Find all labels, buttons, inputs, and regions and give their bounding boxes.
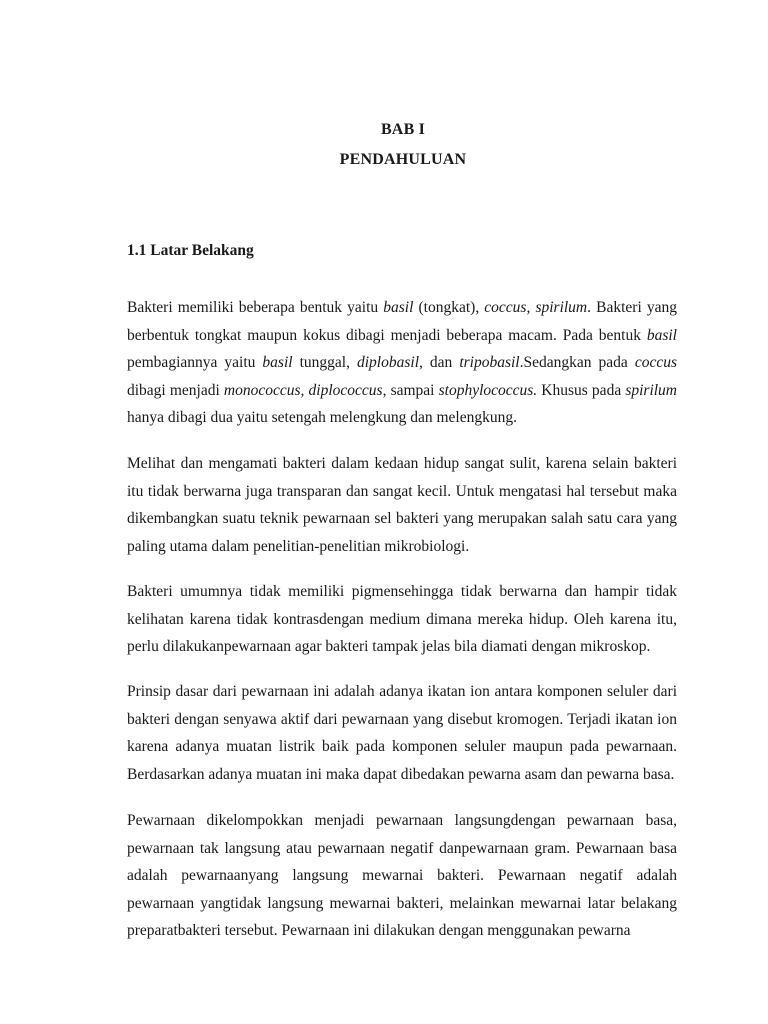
- italic-term: coccus: [634, 354, 677, 371]
- italic-term: monococcus, diplococcus: [223, 381, 383, 399]
- italic-term: coccus, spirilum: [484, 299, 588, 316]
- text-run: pembagiannya yaitu: [127, 354, 263, 371]
- text-run: Bakteri umumnya tidak memiliki pigmensehingga tidak berwarna dan hampir tidak kelihatan karena tidak kontrasdengan medium dimana mereka hidup. Oleh karena itu, perlu dilakukanpewarnaan agar bakteri tampak jelas bila diamati dengan mikroskop.: [127, 583, 677, 655]
- italic-term: basil: [646, 326, 677, 344]
- italic-term: spirilum: [625, 381, 678, 399]
- chapter-title: PENDAHULUAN: [339, 151, 467, 168]
- paragraph-p5: [127, 807, 677, 945]
- text-run: , dan: [419, 354, 460, 371]
- text-run: Melihat dan mengamati bakteri dalam kedaan hidup sangat sulit, karena selain bakteri itu tidak berwarna juga transparan dan sangat kecil. Untuk mengatasi hal tersebut maka dikembangkan suatu teknik pewarnaan sel bakteri yang merupakan salah satu cara yang paling utama dalam penelitian-penelitian mikrobiologi.: [127, 455, 677, 555]
- text-run: hanya dibagi dua yaitu setengah melengkung dan melengkung.: [127, 409, 517, 426]
- paragraph-p2: [127, 450, 677, 560]
- italic-term: basil: [383, 299, 414, 316]
- text-run: Bakteri memiliki beberapa bentuk yaitu: [127, 299, 384, 316]
- paragraph-p4: [127, 678, 677, 788]
- paragraph-p3: [127, 578, 677, 661]
- text-run: tunggal,: [292, 354, 357, 371]
- italic-term: basil: [262, 354, 293, 371]
- paragraph-p1: [127, 294, 677, 432]
- text-run: Khusus pada: [537, 381, 626, 399]
- text-run: .Sedangkan pada: [519, 354, 635, 371]
- italic-term: diplobasil: [357, 354, 420, 371]
- section-heading: 1.1 Latar Belakang: [127, 242, 254, 259]
- italic-term: tripobasil: [459, 354, 520, 371]
- text-run: . Bakteri yang berbentuk tongkat maupun kokus dibagi menjadi beberapa macam. Pada bentuk: [127, 299, 677, 344]
- italic-term: stophylococcus.: [438, 381, 538, 399]
- chapter-number: BAB I: [380, 121, 426, 138]
- text-run: Prinsip dasar dari pewarnaan ini adalah adanya ikatan ion antara komponen seluler dari bakteri dengan senyawa aktif dari pewarnaan yang disebut kromogen. Terjadi ikatan ion karena adanya muatan listrik baik pada komponen seluler maupun pada pewarnaan. Berdasarkan adanya muatan ini maka dapat dibedakan pewarna asam dan pewarna basa.: [127, 683, 677, 783]
- text-run: , sampai: [382, 381, 439, 399]
- text-run: dibagi menjadi: [127, 381, 224, 399]
- text-run: Pewarnaan dikelompokkan menjadi pewarnaan langsungdengan pewarnaan basa, pewarnaan tak langsung atau pewarnaan negatif danpewarnaan gram. Pewarnaan basa adalah pewarnaanyang langsung mewarnai bakteri. Pewarnaan negatif adalah pewarnaan yangtidak langsung mewarnai bakteri, melainkan mewarnai latar belakang preparatbakteri tersebut. Pewarnaan ini dilakukan dengan menggunakan pewarna: [127, 812, 677, 939]
- text-run: (tongkat),: [413, 299, 485, 316]
